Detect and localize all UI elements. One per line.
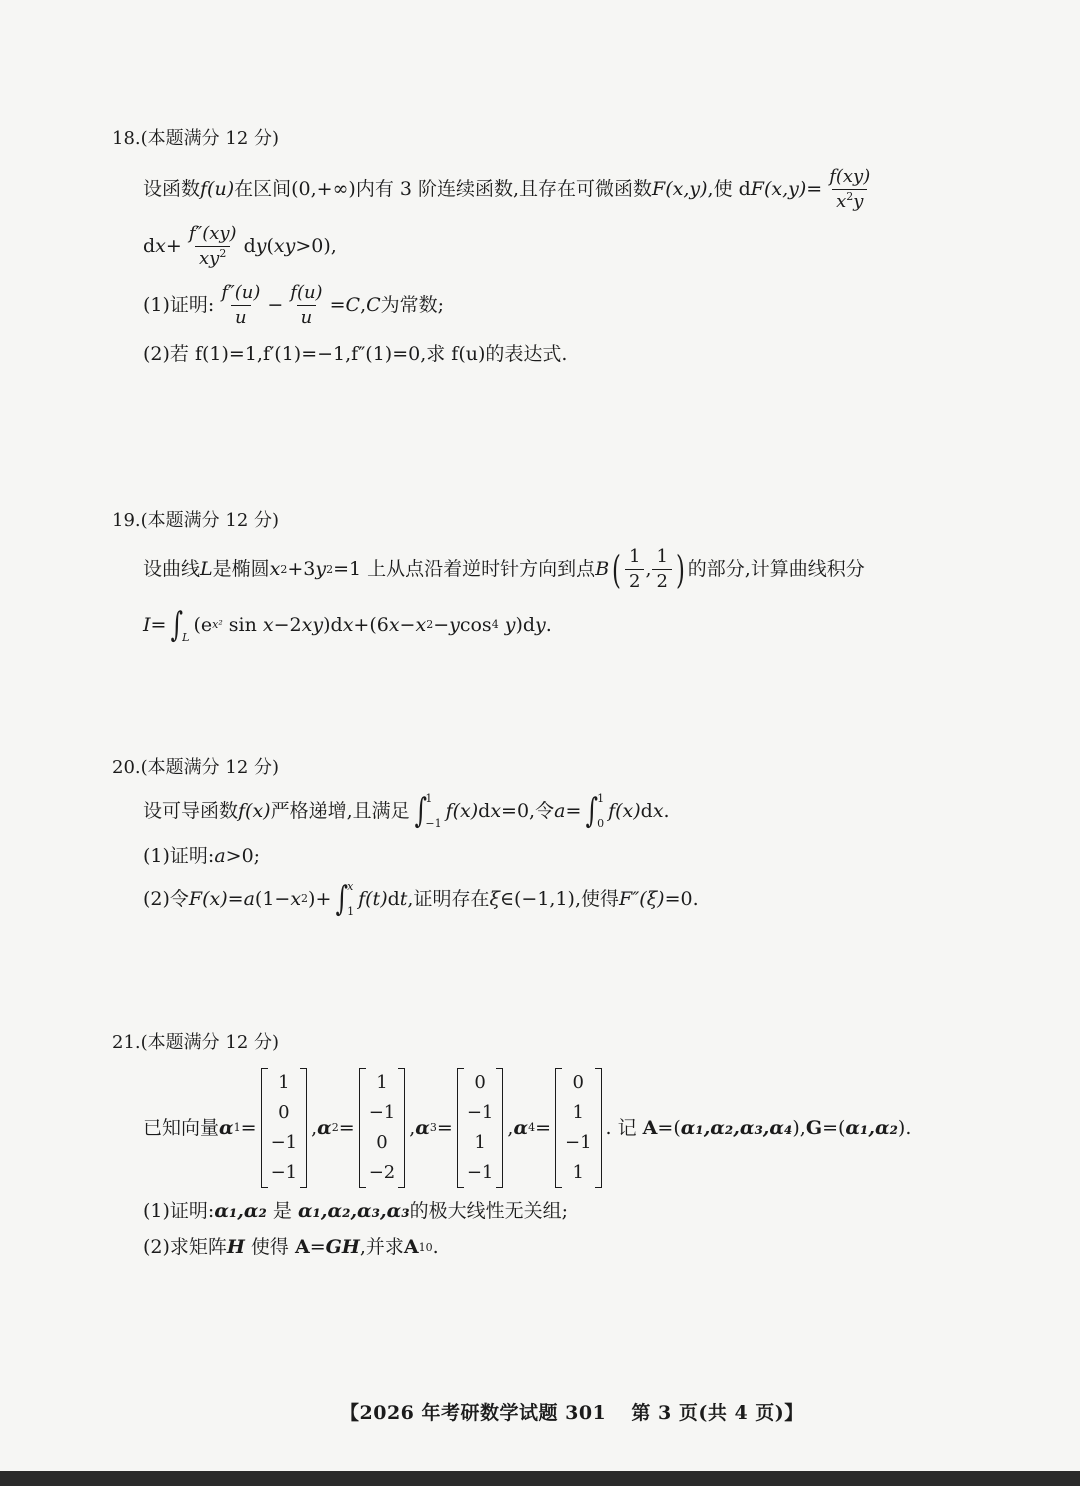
fraction: [825, 168, 874, 211]
math: x: [490, 799, 502, 822]
matrix-cell: −1: [368, 1102, 396, 1123]
question-20-part1: [143, 847, 260, 866]
math: F(x): [188, 887, 228, 910]
text: =: [227, 887, 244, 910]
text: +: [165, 235, 182, 257]
text: 严格递增,且满足: [270, 799, 410, 822]
math: y: [315, 558, 327, 580]
text: 是: [266, 1200, 298, 1222]
text: .: [663, 799, 670, 822]
question-21-vectors: 已知向量 α 1 = 1 0 −1 −1 , α 2 = 1 −1 0 −2 , α 3 = 0 −1 1 −1 , α 4 = 0 1 −1 1 . 记 A =( α₁,α₂,α₃,α₄ ), G =( α₁,α₂ ).: [143, 1068, 911, 1188]
fraction: [625, 548, 644, 591]
text: 使得: [244, 1236, 295, 1258]
integral-sign: ∫ 1 −1: [414, 791, 442, 831]
math: f(x): [608, 799, 641, 822]
question-18-stem: [143, 168, 877, 211]
math: y: [853, 191, 864, 212]
text: (1)证明:: [143, 294, 215, 316]
text: ,: [360, 294, 367, 316]
text: −: [399, 613, 416, 636]
text: ).: [897, 1116, 912, 1139]
question-20-stem: [143, 793, 670, 829]
math: f(x): [445, 799, 479, 822]
question-20-part2: (2)令 F(x) = a (1− x 2 )+ ∫ x 1 f(t) d t ,证明存在 ξ ∈(−1,1),使得 F″(ξ) =0.: [143, 879, 699, 919]
exponent: x²: [212, 618, 223, 631]
text: d: [143, 235, 156, 257]
integral-sign: ∫ L: [171, 605, 190, 645]
matrix-name: A: [294, 1236, 310, 1258]
text: =: [329, 294, 346, 316]
text: =: [338, 1116, 355, 1139]
text: .: [432, 1236, 439, 1258]
math: C: [345, 294, 361, 316]
text: )d: [515, 613, 536, 636]
text: d: [387, 887, 400, 910]
vector-alpha3: [457, 1068, 504, 1188]
math: x: [269, 558, 281, 580]
math: x: [388, 613, 400, 636]
vector-alpha4: [555, 1068, 602, 1188]
matrix-cell: −1: [466, 1102, 494, 1123]
text: (1−: [254, 887, 291, 910]
upper-limit: x: [347, 880, 354, 893]
vector-label: α: [415, 1116, 430, 1139]
lower-limit: 0: [597, 817, 605, 830]
page-footer: [340, 1398, 804, 1425]
math: x: [836, 191, 847, 212]
text: −2: [273, 613, 302, 636]
question-18-stem-line2: [143, 225, 337, 268]
math: ξ: [489, 887, 500, 910]
text: 设可导函数: [143, 799, 239, 822]
vector-list: α₁,α₂: [214, 1200, 267, 1222]
right-paren: ): [675, 547, 685, 592]
text: ,并求: [359, 1236, 404, 1258]
text: =0.: [664, 887, 699, 910]
text: ,证明存在: [407, 887, 490, 910]
denominator: u: [297, 305, 317, 327]
text: (1)证明:: [143, 845, 215, 867]
text: 已知向量: [143, 1116, 220, 1139]
matrix-name: A: [642, 1116, 658, 1139]
math: B: [595, 558, 610, 580]
matrix-cell: 1: [376, 1072, 388, 1093]
fraction: [185, 225, 241, 268]
exponent: 2: [846, 190, 854, 203]
math: x: [415, 613, 427, 636]
matrix-cell: 1: [474, 1132, 486, 1153]
text: 为常数;: [380, 294, 445, 316]
lower-limit: 1: [347, 905, 355, 918]
question-19-integral: I = ∫ L (e x² sin x −2 xy )d x +(6 x − x 2 − y cos 4 y )d y .: [143, 605, 552, 645]
math: a: [243, 887, 255, 910]
question-18-part2: (2)若 f(1)=1,f′(1)=−1,f″(1)=0,求 f(u)的表达式.: [143, 343, 568, 365]
vector-list: α₁,α₂,α₃,α₃: [297, 1200, 410, 1222]
matrix-cell: 0: [376, 1132, 388, 1153]
text: >0;: [225, 845, 261, 867]
math: f(t): [358, 887, 388, 910]
text: (2)求矩阵: [143, 1236, 227, 1258]
matrix-cell: 1: [572, 1162, 584, 1183]
text: sin: [222, 613, 263, 636]
text: =: [806, 178, 823, 200]
matrix-cell: −1: [270, 1162, 298, 1183]
text: ,: [645, 558, 652, 580]
question-21-part2: (2)求矩阵 H 使得 A = GH ,并求 A 10 .: [143, 1236, 439, 1258]
math: F(x,y): [750, 178, 807, 200]
matrix-name: A: [403, 1236, 419, 1258]
matrix-cell: 0: [278, 1102, 290, 1123]
numerator: 1: [628, 546, 641, 567]
math: x: [262, 613, 274, 636]
upper-limit: 1: [425, 792, 433, 805]
fraction: [217, 284, 264, 327]
bottom-edge-bar: [0, 1471, 1080, 1486]
exponent: 2: [219, 247, 227, 260]
math: x: [652, 799, 664, 822]
fraction: [286, 284, 326, 327]
text: =: [436, 1116, 453, 1139]
fraction: [652, 548, 671, 591]
text: +3: [287, 558, 316, 580]
matrix-cell: −1: [270, 1132, 298, 1153]
math: y: [255, 235, 267, 257]
question-21-header: 21.(本题满分 12 分): [112, 1032, 280, 1053]
vector-label: α: [513, 1116, 529, 1139]
text: ,: [409, 1116, 416, 1139]
text: )+: [308, 887, 332, 910]
matrix-cell: −1: [466, 1162, 494, 1183]
text: =(: [822, 1116, 846, 1139]
denominator: [195, 246, 230, 268]
math: t: [399, 887, 408, 910]
text: =: [535, 1116, 551, 1139]
math: I: [143, 613, 151, 636]
matrix-name: GH: [325, 1236, 360, 1258]
math: xy: [301, 613, 324, 636]
text: . 记: [605, 1116, 643, 1139]
math: L: [200, 558, 213, 580]
numerator: 1: [656, 546, 668, 567]
matrix-cell: −2: [368, 1162, 396, 1183]
text: >0),: [295, 235, 337, 257]
math: x: [155, 235, 166, 257]
math: C: [366, 294, 381, 316]
numerator: f″(u): [221, 282, 261, 303]
denominator: u: [231, 305, 251, 327]
math: x: [290, 887, 302, 910]
text: 的部分,计算曲线积分: [687, 558, 865, 580]
numerator: f″(xy): [188, 223, 237, 244]
vector-list: α₁,α₂: [845, 1116, 898, 1139]
question-18-header: 18.(本题满分 12 分): [112, 128, 280, 149]
integral-sign: ∫ x 1: [336, 879, 355, 919]
matrix-name: H: [226, 1236, 245, 1258]
vector-label: α: [219, 1116, 234, 1139]
text: =: [150, 613, 167, 636]
text: (2)令: [143, 887, 189, 910]
matrix-cell: 0: [474, 1072, 486, 1093]
text: (1)证明:: [143, 1200, 215, 1222]
question-19-header: 19.(本题满分 12 分): [112, 510, 280, 531]
denominator: 2: [625, 569, 644, 591]
numerator: f(xy): [829, 166, 871, 187]
matrix-cell: 1: [278, 1072, 290, 1093]
denominator: 2: [652, 569, 671, 591]
text: =: [309, 1236, 326, 1258]
text: =(: [657, 1116, 681, 1139]
text: +(6: [353, 613, 389, 636]
text: =0,令: [501, 799, 555, 822]
text: −: [267, 294, 284, 316]
question-18-part1: [143, 284, 444, 327]
text: d: [478, 799, 491, 822]
question-19-stem: 设曲线 L 是椭圆 x 2 +3 y 2 =1 上从点沿着逆时针方向到点 B ( $\frac{1}{2}$ , $\frac{1}{2}$ ) 的部分,计算曲线积分: [143, 546, 865, 592]
left-paren: (: [612, 547, 622, 592]
text: 是椭圆: [212, 558, 270, 580]
text: (: [266, 235, 274, 257]
question-21-part1: [143, 1202, 568, 1221]
text: =1 上从点沿着逆时针方向到点: [333, 558, 596, 580]
math: y: [449, 613, 460, 636]
vector-alpha2: [359, 1068, 406, 1188]
upper-limit: 1: [597, 792, 605, 805]
text: 设函数: [143, 178, 201, 200]
math: x: [342, 613, 354, 636]
question-20-header: 20.(本题满分 12 分): [112, 757, 280, 778]
text: (e: [193, 613, 213, 636]
text: −: [433, 613, 450, 636]
math: F″(ξ): [619, 887, 665, 910]
text: ∈(−1,1),使得: [499, 887, 620, 910]
text: 在区间(0,+∞)内有 3 阶连续函数,且存在可微函数: [234, 178, 653, 200]
vector-alpha1: [261, 1068, 308, 1188]
math: xy: [199, 248, 220, 269]
text: ),: [792, 1116, 806, 1139]
text: .: [545, 613, 552, 636]
lower-limit: −1: [425, 817, 442, 830]
text: =: [240, 1116, 257, 1139]
denominator: [832, 189, 867, 211]
text: d: [243, 235, 256, 257]
matrix-name: G: [805, 1116, 823, 1139]
text: cos: [459, 613, 492, 636]
footer-page-number: 第 3 页(共 4 页)】: [631, 1402, 804, 1424]
footer-exam-title: 【2026 年考研数学试题 301: [340, 1402, 607, 1424]
text: )d: [323, 613, 343, 636]
integral-subscript: L: [182, 631, 190, 644]
text: 的极大线性无关组;: [409, 1200, 568, 1222]
math: f(u): [200, 178, 235, 200]
text: ,: [311, 1116, 318, 1139]
math: f(x): [238, 799, 271, 822]
text: 设曲线: [143, 558, 201, 580]
math: y: [504, 613, 516, 636]
vector-list: α₁,α₂,α₃,α₄: [680, 1116, 793, 1139]
math: y: [535, 613, 546, 636]
vector-label: α: [317, 1116, 332, 1139]
math: xy: [273, 235, 296, 257]
math: a: [214, 845, 226, 867]
math: a: [554, 799, 566, 822]
text: =: [565, 799, 582, 822]
matrix-cell: 0: [572, 1072, 584, 1093]
text: ,使 d: [707, 178, 751, 200]
text: ,: [507, 1116, 514, 1139]
numerator: f(u): [290, 282, 323, 303]
matrix-cell: 1: [572, 1102, 584, 1123]
text: d: [640, 799, 653, 822]
math: F(x,y): [652, 178, 708, 200]
integral-sign: ∫ 1 0: [586, 791, 605, 831]
matrix-cell: −1: [564, 1132, 592, 1153]
